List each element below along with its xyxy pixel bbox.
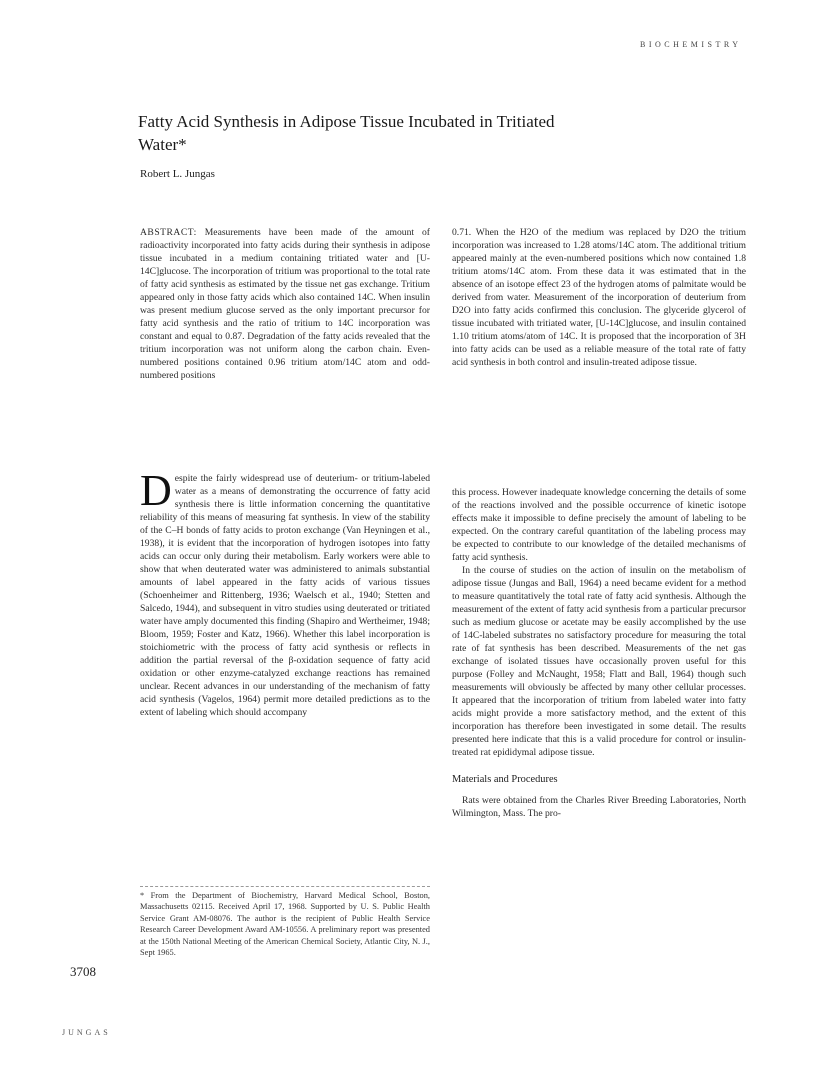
footnote-divider [140, 886, 430, 887]
author-name: Robert L. Jungas [140, 168, 215, 180]
drop-cap: D [140, 466, 172, 515]
journal-name: BIOCHEMISTRY [640, 40, 742, 49]
page-number: 3708 [70, 964, 96, 979]
abstract-text-left: Measurements have been made of the amount of radioactivity incorporated into fatty acids during their synthesis in adipose tissue incubated in a medium containing tritiated water and [U-14C]glucose. The incorporation of tritium was proportional to the total rate of fatty acid synthesis as estimated by the tissue net gas exchange. Tritium appeared only in those fatty acids which also contained 14C. When insulin was present medium glucose served as the only important precursor for fatty acid synthesis and the ratio of tritium to 14C incorporation was constant and equal to 0.87. Degradation of the fatty acids revealed that the tritium incorporation was not uniform along the carbon chain. Even-numbered positions contained 0.96 tritium atom/14C atom and odd-numbered positions [140, 227, 430, 381]
article-title: Fatty Acid Synthesis in Adipose Tissue Incubated in Tritiated Water* [138, 112, 555, 154]
abstract-left-column [140, 226, 430, 382]
abstract-label: ABSTRACT: [140, 227, 197, 238]
body-paragraph-2: In the course of studies on the action of insulin on the metabolism of adipose tissue (Jungas and Ball, 1964) a need became evident for a method to measure quantitatively the total rate of fatty acid synthesis. Although the measurement of the extent of fatty acid synthesis from a particular precursor such as medium glucose or acetate may be easily accomplished by the use of 14C-labeled substrates no satisfactory procedure for measuring the total rate of fat synthesis has been described. Measurements of the net gas exchange of isolated tissues have occasionally proven useful for this purpose (Folley and McNaught, 1958; Flatt and Ball, 1964) though such measurements will obviously be affected by many other cellular processes. It appeared that the incorporation of tritium from labeled water into fatty acids might provide a more satisfactory method, and the extent of this incorporation has therefore been investigated in some detail. The results presented here indicate that this is a valid procedure for control or insulin-treated rat epididymal adipose tissue. [452, 565, 746, 758]
body-right-column [452, 486, 746, 820]
section-heading: Materials and Procedures [452, 774, 558, 785]
body-left-column [140, 466, 430, 719]
body-paragraph-1: this process. However inadequate knowledge concerning the details of some of the reactions involved and the possible occurrence of kinetic isotope effects make it impossible to define precisely the amount of labeling to be expected. On the contrary careful quantitation of the labeling process may be expected to contribute to our knowledge of the detailed mechanisms of fatty acid synthesis. [452, 487, 746, 563]
running-head: JUNGAS [62, 1028, 111, 1037]
footnote: * From the Department of Biochemistry, Harvard Medical School, Boston, Massachusetts 02115. Received April 17, 1968. Supported by U. S. Public Health Service Grant AM-08076. The author is the recipient of Public Health Service Research Career Development Award AM-10556. A preliminary report was presented at the 150th National Meeting of the American Chemical Society, Atlantic City, N. J., Sept 1965. [140, 891, 430, 958]
abstract-right-column [452, 226, 746, 369]
body-paragraph-3: Rats were obtained from the Charles River Breeding Laboratories, North Wilmington, Mass. The pro- [452, 795, 746, 819]
intro-paragraph: espite the fairly widespread use of deuterium- or tritium-labeled water as a means of demonstrating the occurrence of fatty acid synthesis there is little information concerning the quantitative reliability of this means of measuring fat synthesis. In view of the stability of the C–H bonds of fatty acids to proton exchange (Van Heyningen et al., 1938), it is evident that the incorporation of hydrogen isotopes into fatty acids can occur only during their metabolism. Early workers were able to show that when deuterated water was administered to animals substantial amounts of label appeared in the fatty acids of various tissues (Schoenheimer and Rittenberg, 1936; Waelsch et al., 1940; Stetten and Salcedo, 1944), and subsequent in vitro studies using deuterated or tritiated water have amply documented this finding (Shapiro and Wertheimer, 1948; Bloom, 1959; Foster and Katz, 1966). Whether this label incorporation is stoichiometric with the process of fatty acid synthesis or reflects in addition the partial reversal of the β-oxidation sequence of fatty acid oxidation or other enzyme-catalyzed exchange reactions has remained unclear. Recent advances in our understanding of the mechanism of fatty acid synthesis (Vagelos, 1964) permit more detailed predictions as to the extent of labeling which should accompany [140, 473, 430, 718]
abstract-text-right: 0.71. When the H2O of the medium was replaced by D2O the tritium incorporation was increased to 1.28 atoms/14C atom. The additional tritium appeared mainly at the even-numbered positions which now contained 1.8 tritium atoms/14C atom. From these data it was estimated that in the absence of an isotope effect 23 of the hydrogen atoms of palmitate would be derived from water. Measurement of the incorporation of deuterium from D2O into fatty acids confirmed this conclusion. The glyceride glycerol of tissue incubated with tritiated water, [U-14C]glucose, and insulin contained 1.10 tritium atoms/atom of 14C. It is proposed that the incorporation of 3H into fatty acids can be used as a reliable measure of the total rate of fatty acid synthesis in both control and insulin-treated adipose tissue. [452, 227, 746, 368]
